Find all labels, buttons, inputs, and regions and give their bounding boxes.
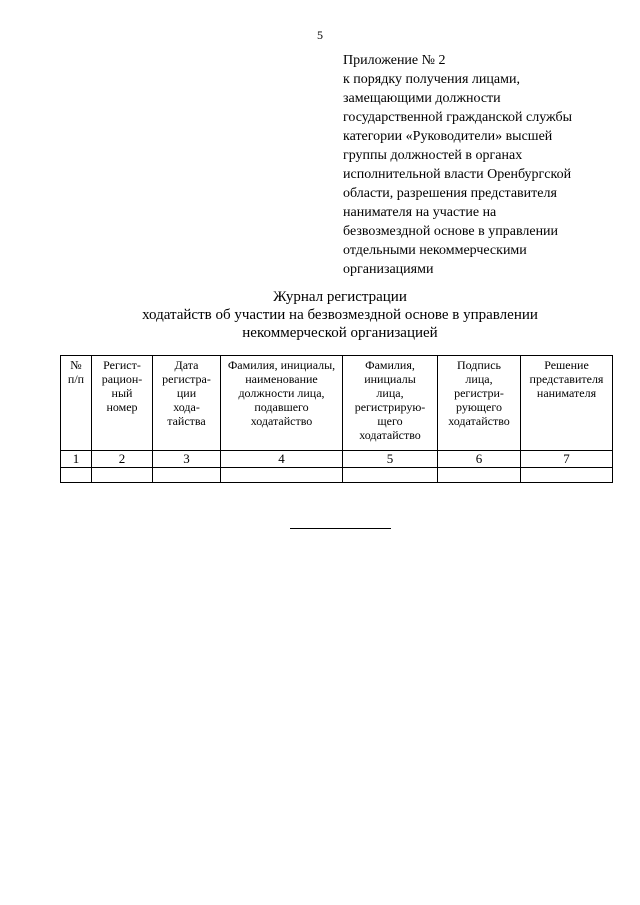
empty-cell: [61, 468, 92, 483]
column-number-cell: 7: [521, 451, 613, 468]
table-column-number-row: [61, 451, 613, 468]
column-number-cell: 2: [92, 451, 153, 468]
appendix-block: [343, 51, 623, 279]
header-cell-registrar: Фамилия, инициалы лица, регистрирую- щего ходатайство: [343, 356, 438, 451]
table-header-row: [61, 356, 613, 451]
column-number-cell: 6: [438, 451, 521, 468]
header-cell-applicant: Фамилия, инициалы, наименование должности лица, подавшего ходатайство: [221, 356, 343, 451]
journal-table: [60, 355, 613, 483]
page-number: 5: [317, 28, 323, 42]
column-number-cell: 1: [61, 451, 92, 468]
end-divider-line: [290, 528, 391, 529]
appendix-text: к порядку получения лицами, замещающими должности государственной гражданской службы категории «Руководители» высшей группы должностей в органах исполнительной власти Оренбургской области, разрешения представителя нанимателя на участие на безвозмездной основе в управлении отдельными некоммерческими организациями: [343, 72, 573, 277]
empty-cell: [343, 468, 438, 483]
header-cell-registration-number: Регист- рацион- ный номер: [92, 356, 153, 451]
empty-cell: [153, 468, 221, 483]
header-cell-number: № п/п: [61, 356, 92, 451]
column-number-cell: 4: [221, 451, 343, 468]
header-cell-decision: Решение представителя нанимателя: [521, 356, 613, 451]
empty-cell: [438, 468, 521, 483]
empty-cell: [521, 468, 613, 483]
header-cell-signature: Подпись лица, регистри- рующего ходатайство: [438, 356, 521, 451]
empty-cell: [92, 468, 153, 483]
journal-title: [60, 288, 620, 342]
header-cell-registration-date: Дата регистра- ции хода- тайства: [153, 356, 221, 451]
journal-title-line-1: Журнал регистрации: [273, 289, 407, 305]
empty-cell: [221, 468, 343, 483]
table-empty-row: [61, 468, 613, 483]
column-number-cell: 5: [343, 451, 438, 468]
journal-title-line-2: ходатайств об участии на безвозмездной основе в управлении: [142, 307, 538, 323]
journal-title-line-3: некоммерческой организацией: [242, 325, 438, 341]
appendix-heading: Приложение № 2: [343, 53, 446, 68]
column-number-cell: 3: [153, 451, 221, 468]
